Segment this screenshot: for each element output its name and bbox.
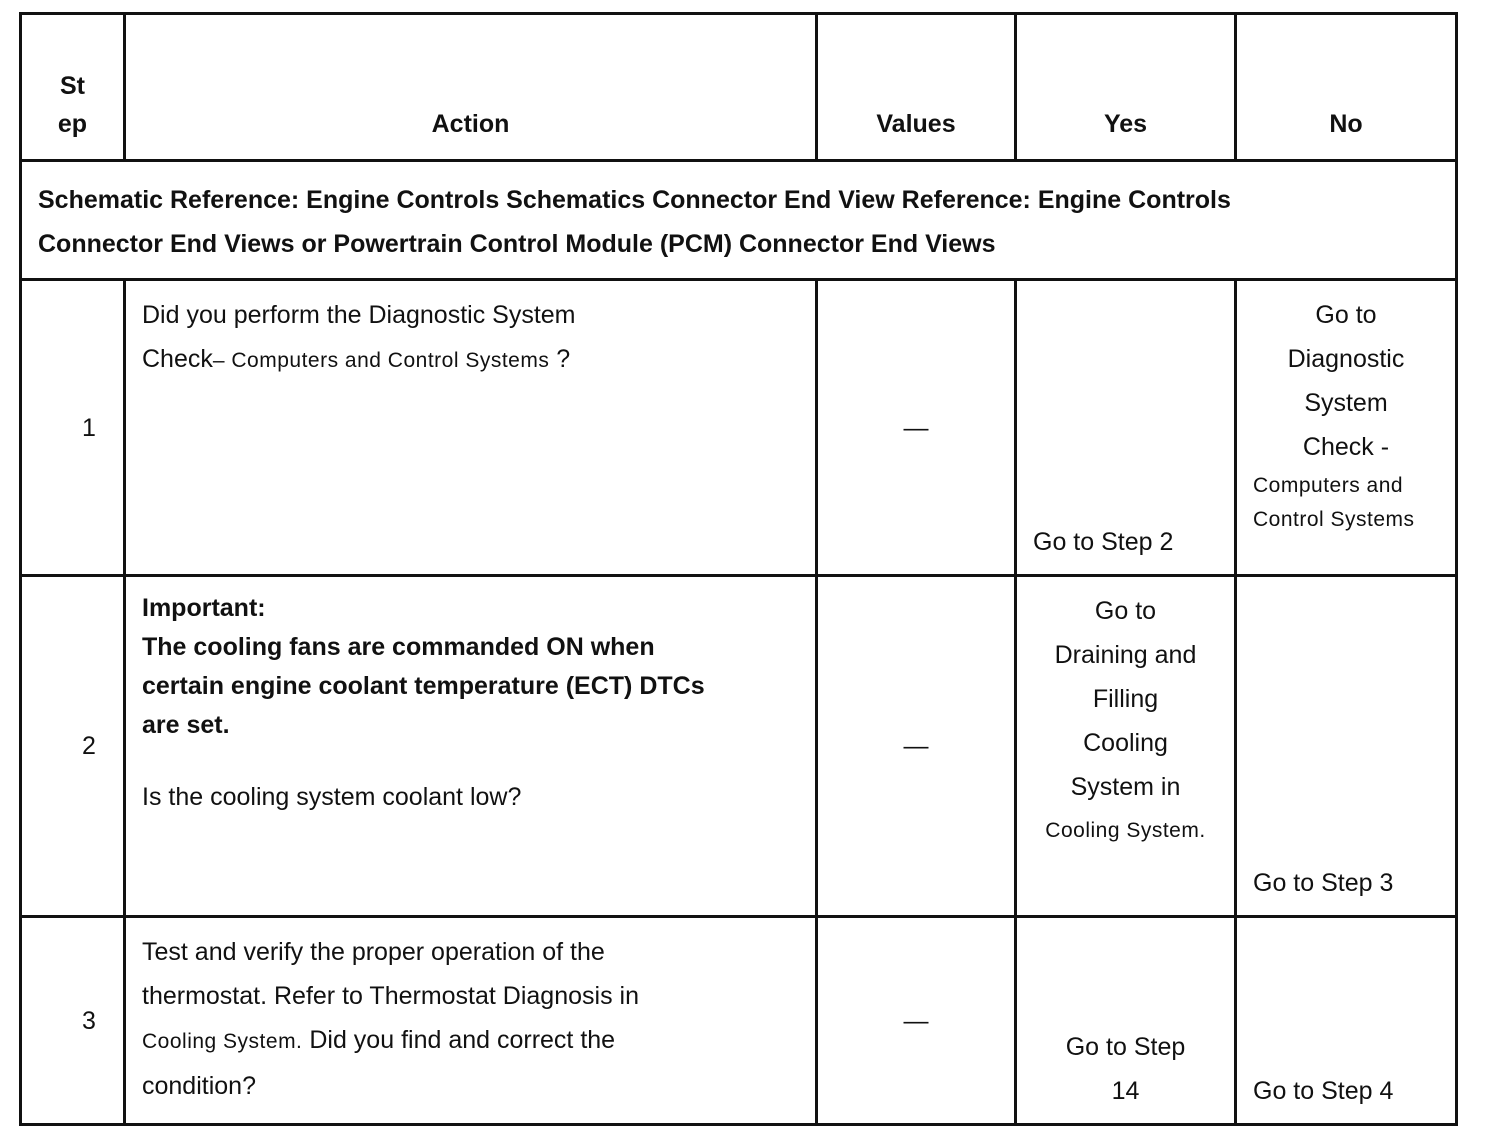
action-line: [142, 1018, 799, 1064]
action-text: Did you find and correct the: [302, 1026, 616, 1054]
reference-row: [21, 161, 1457, 280]
action-question: Is the cooling system coolant low?: [142, 783, 522, 811]
no-cell: [1236, 917, 1457, 1125]
action-cell: [125, 576, 817, 917]
header-step-line1: St: [60, 72, 85, 100]
values-cell: —: [817, 576, 1016, 917]
no-line: Go to: [1315, 301, 1377, 329]
table-row: [21, 576, 1457, 917]
important-text: The cooling fans are commanded ON when: [142, 633, 655, 661]
header-step-line2: ep: [57, 110, 88, 138]
values-cell: —: [817, 917, 1016, 1125]
yes-line: System in: [1070, 773, 1181, 801]
yes-line: Go to: [1094, 597, 1157, 625]
yes-line: Draining and: [1054, 641, 1197, 669]
goto-step-link[interactable]: Go to Step 4: [1253, 1077, 1394, 1105]
important-label: Important:: [142, 594, 266, 622]
header-step: [21, 14, 125, 161]
step-number: 1: [21, 280, 125, 576]
no-line: System: [1304, 389, 1388, 417]
header-yes: Yes: [1016, 14, 1236, 161]
yes-line: Cooling: [1083, 729, 1168, 757]
important-text: are set.: [142, 711, 230, 739]
action-text: Check: [142, 345, 213, 373]
action-line: Test and verify the proper operation of the: [142, 938, 605, 966]
values-cell: —: [817, 280, 1016, 576]
step-number: 2: [21, 576, 125, 917]
action-line: thermostat. Refer to Thermostat Diagnosis in: [142, 982, 639, 1010]
action-cell: [125, 280, 817, 576]
header-no: No: [1236, 14, 1457, 161]
header-action: Action: [125, 14, 817, 161]
no-line: Diagnostic: [1287, 345, 1405, 373]
important-text: certain engine coolant temperature (ECT) DTCs: [142, 672, 705, 700]
action-line: [142, 337, 799, 383]
goto-step-link[interactable]: Go to Step 14: [1065, 1033, 1186, 1105]
no-cell: [1236, 576, 1457, 917]
header-row: [21, 14, 1457, 161]
reference-line2: Connector End Views or Powertrain Control Module (PCM) Connector End Views: [38, 230, 996, 258]
cross-reference-link[interactable]: Cooling System.: [142, 1030, 303, 1053]
action-text: ?: [549, 345, 571, 373]
yes-cell: [1016, 280, 1236, 576]
goto-step-link[interactable]: Go to Step 2: [1033, 528, 1174, 556]
step-number: 3: [21, 917, 125, 1125]
table-row: [21, 917, 1457, 1125]
action-line: Did you perform the Diagnostic System: [142, 301, 576, 329]
reference-line1: Schematic Reference: Engine Controls Schematics Connector End View Reference: Engine Controls: [38, 186, 1231, 214]
yes-cell: [1016, 576, 1236, 917]
cross-reference-link[interactable]: Cooling System.: [1045, 819, 1206, 842]
no-line: Check -: [1302, 433, 1390, 461]
yes-cell: [1016, 917, 1236, 1125]
table-row: [21, 280, 1457, 576]
header-values: Values: [817, 14, 1016, 161]
cross-reference-link[interactable]: Computers and Control Systems: [1253, 474, 1415, 531]
diagnostic-table: [19, 12, 1458, 1126]
yes-line: Filling: [1092, 685, 1159, 713]
important-note: [142, 589, 799, 745]
reference-cell: [21, 161, 1457, 280]
no-cell: [1236, 280, 1457, 576]
goto-step-link[interactable]: Go to Step 3: [1253, 869, 1394, 897]
action-cell: [125, 917, 817, 1125]
action-line: condition?: [142, 1072, 256, 1100]
cross-reference-link[interactable]: – Computers and Control Systems: [212, 349, 550, 372]
